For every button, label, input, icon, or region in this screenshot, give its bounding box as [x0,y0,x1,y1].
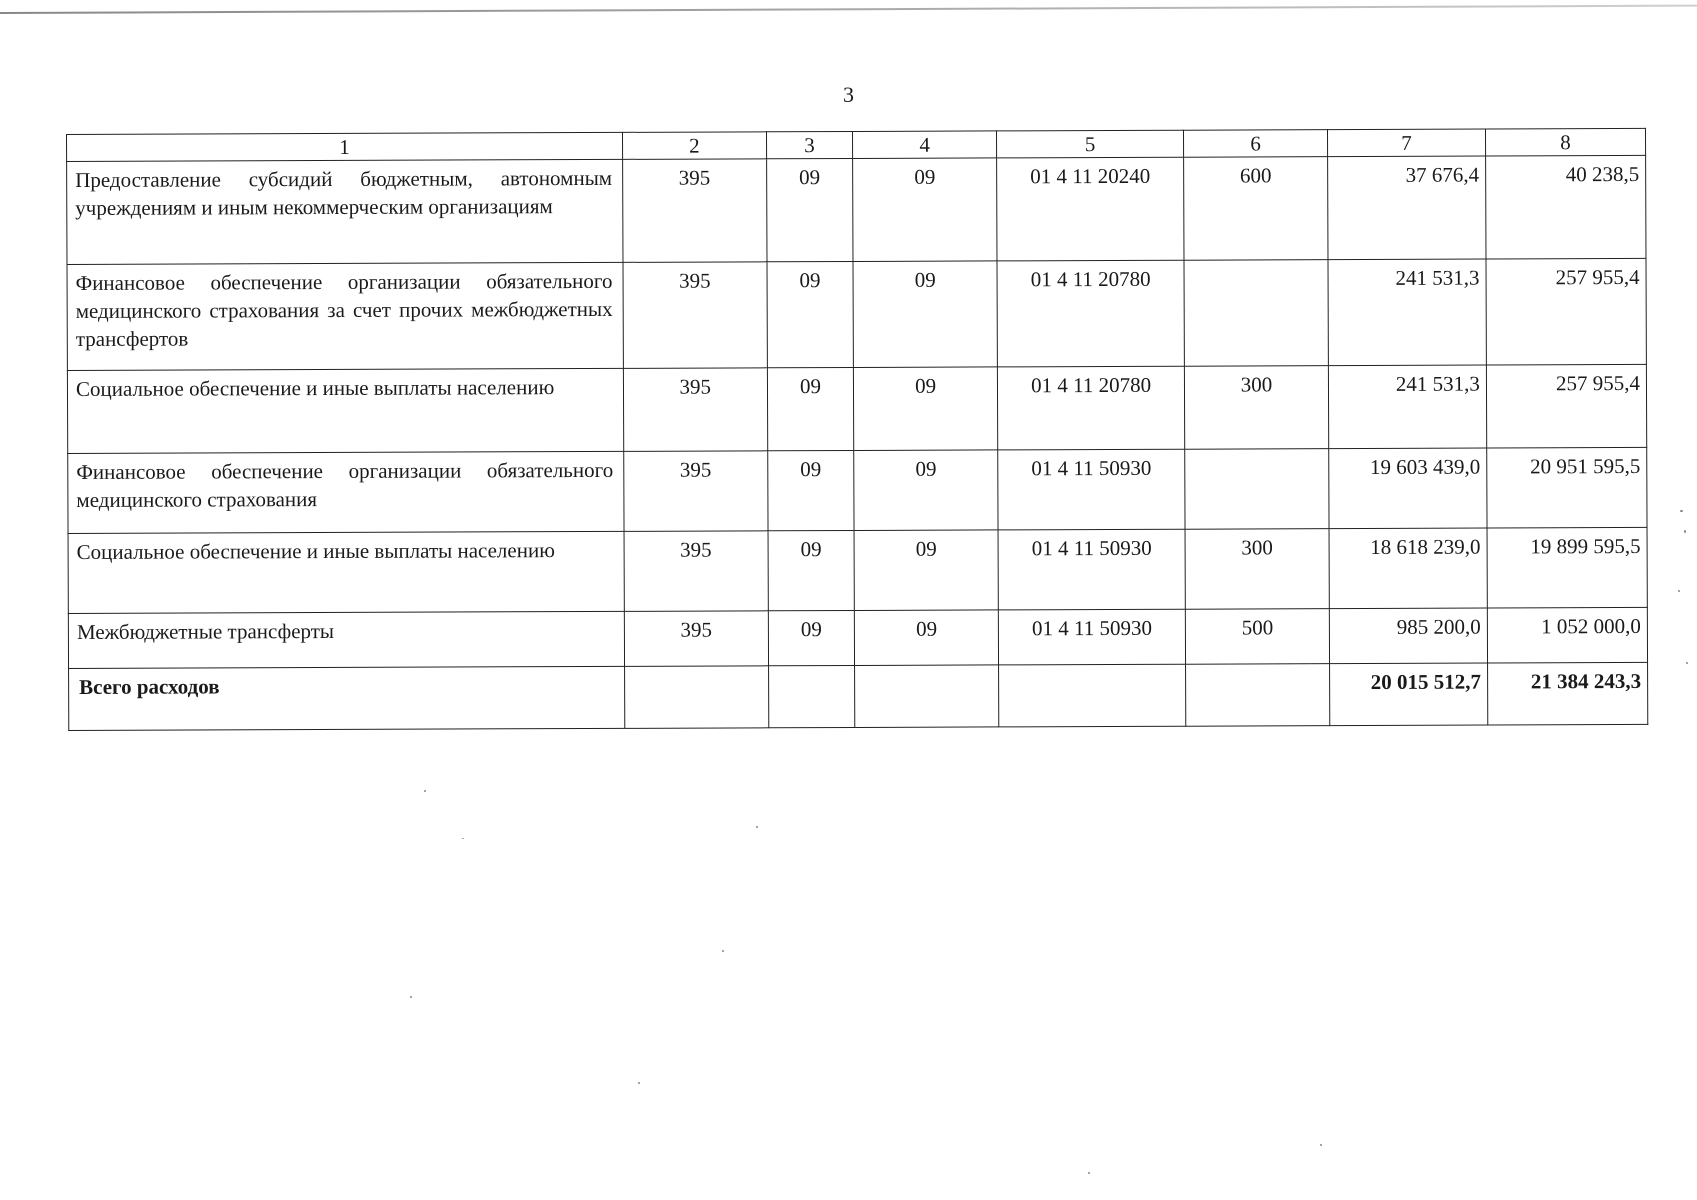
cell-col7: 985 200,0 [1329,608,1487,664]
cell-col6 [1184,260,1328,367]
cell-col6: 300 [1185,529,1329,610]
row-name: Социальное обеспечение и иные выплаты населению [75,375,555,401]
cell-col2: 395 [624,531,768,612]
cell-col7: 241 531,3 [1328,259,1486,366]
cell-col4: 09 [853,158,997,262]
row-name: Социальное обеспечение и иные выплаты населению [76,538,555,564]
cell-col6: 500 [1185,609,1329,665]
scan-speck [1678,590,1680,592]
cell-col3: 09 [768,530,855,610]
cell-col8: 20 951 595,5 [1487,447,1647,528]
cell-col3: 09 [767,367,854,450]
row-name: Финансовое обеспечение организации обязательного медицинского страхования [76,457,614,512]
cell-col8: 257 955,4 [1486,364,1646,448]
scan-speck [638,1082,640,1084]
row-name-cell [68,451,624,533]
total-empty-cell [999,664,1186,727]
cell-col4: 09 [854,450,998,531]
cell-col5: 01 4 11 20780 [997,366,1184,450]
header-cell: 1 [67,132,623,161]
cell-col2: 395 [623,262,767,369]
total-row [69,662,1648,730]
table-row [68,607,1647,668]
header-cell: 6 [1184,130,1328,158]
table-row [68,447,1647,533]
cell-col4: 09 [854,367,998,451]
table-row [68,527,1647,613]
cell-col2: 395 [624,451,768,532]
scan-speck [1320,1144,1322,1146]
total-label: Всего расходов [69,666,625,730]
cell-col4: 09 [854,530,998,611]
cell-col7: 37 676,4 [1328,156,1486,260]
cell-col7: 19 603 439,0 [1329,448,1487,529]
row-name-cell [67,159,623,264]
row-name: Предоставление субсидий бюджетным, автономным учреждениям и иным некоммерческим организациям [75,165,613,220]
table-row [67,258,1646,370]
cell-col5: 01 4 11 50930 [998,609,1185,665]
header-cell: 4 [853,131,997,159]
cell-col2: 395 [622,159,766,263]
cell-col6: 600 [1184,157,1328,261]
row-name-cell [67,368,623,453]
table-row [67,155,1646,264]
cell-col7: 18 618 239,0 [1329,528,1487,609]
scan-top-edge [0,5,1697,14]
cell-col3: 09 [767,261,854,367]
cell-col8: 1 052 000,0 [1487,607,1647,663]
total-empty-cell [624,666,768,729]
scan-speck [1680,510,1683,512]
scan-speck [756,826,758,828]
header-cell: 7 [1327,129,1485,157]
table-row [67,364,1646,453]
cell-col8: 40 238,5 [1485,155,1646,259]
cell-col3: 09 [767,450,854,530]
cell-col3: 09 [766,158,853,261]
cell-col4: 09 [853,261,997,368]
cell-col6 [1185,449,1329,530]
scan-speck [722,950,724,952]
row-name-cell [68,611,624,668]
cell-col8: 257 955,4 [1486,258,1647,365]
total-col7: 20 015 512,7 [1330,663,1488,726]
cell-col7: 241 531,3 [1328,365,1486,449]
cell-col6: 300 [1185,366,1329,450]
cell-col2: 395 [623,368,767,452]
scan-speck [410,996,412,998]
total-empty-cell [855,665,999,728]
row-name-cell [68,531,624,613]
cell-col5: 01 4 11 50930 [998,449,1185,530]
page-number: 3 [843,82,854,107]
header-cell: 2 [622,132,766,160]
cell-col5: 01 4 11 50930 [998,529,1185,610]
cell-col4: 09 [855,610,999,666]
row-name: Финансовое обеспечение организации обязательного медицинского страхования за счет прочих межбюджетных трансфертов [75,268,613,351]
scan-speck [1686,662,1688,664]
header-cell: 3 [766,131,853,158]
header-cell: 5 [997,130,1184,158]
total-empty-cell [1186,664,1330,727]
cell-col5: 01 4 11 20240 [997,157,1184,261]
budget-table-container [66,128,1648,731]
cell-col3: 09 [768,610,855,665]
row-name-cell [67,262,623,370]
cell-col8: 19 899 595,5 [1487,527,1647,608]
scan-speck [1088,1172,1090,1174]
cell-col5: 01 4 11 20780 [997,260,1184,367]
row-name: Межбюджетные трансферты [76,618,335,644]
scan-speck [1684,530,1686,533]
scan-speck [462,838,464,839]
scan-speck [424,790,426,792]
total-empty-cell [768,665,855,727]
total-col8: 21 384 243,3 [1487,662,1647,725]
budget-table [66,128,1648,731]
header-cell: 8 [1485,128,1645,156]
cell-col2: 395 [624,611,768,667]
